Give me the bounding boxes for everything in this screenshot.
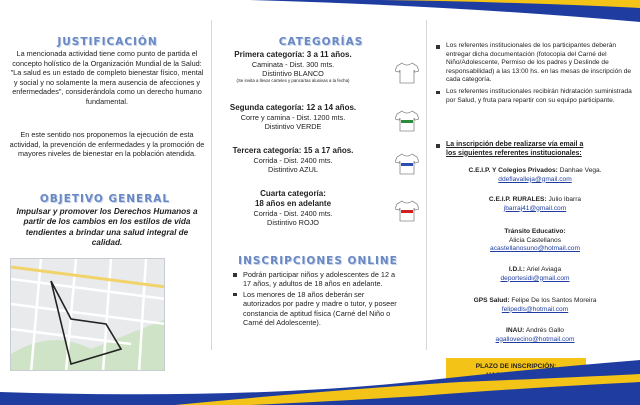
category-distance: Corrida - Dist. 2400 mts. bbox=[253, 209, 333, 218]
inscription-instruction bbox=[436, 141, 632, 158]
category-badge: Distintivo BLANCO bbox=[262, 69, 324, 79]
notes-list bbox=[436, 42, 632, 108]
category-title: Segunda categoría: 12 a 14 años. bbox=[229, 103, 357, 112]
column-referentes bbox=[428, 0, 640, 405]
objetivo-heading: OBJETIVO GENERAL bbox=[39, 193, 171, 205]
inscripciones-heading: INSCRIPCIONES ONLINE bbox=[238, 255, 398, 267]
list-item: Los referentes institucionales de los participantes deberán entregar dicha documentación (fotocopia del Carné del Niño/Adolescente, Permiso de los padres y Deslinde de responsabilidad) a las 13:00 hs. en las mesas de inscripción de cada categoría. bbox=[436, 42, 632, 85]
category-title: Cuarta categoría: bbox=[260, 189, 326, 198]
white-tshirt-icon bbox=[395, 62, 419, 84]
referente-ceip bbox=[440, 167, 630, 184]
deadline-label: PLAZO DE INSCRIPCIÓN: bbox=[475, 363, 557, 370]
column-divider bbox=[211, 20, 212, 350]
blue-tshirt-icon bbox=[395, 153, 419, 175]
category-distance: Caminata - Dist. 300 mts. bbox=[251, 60, 335, 69]
referente-org: I.D.I.: bbox=[508, 266, 525, 273]
list-item: Los referentes institucionales recibirán hidratación suministrada por Salud, y fruta para repartir con su equipo participante. bbox=[436, 88, 632, 105]
column-justificacion bbox=[0, 0, 210, 405]
category-1 bbox=[213, 50, 373, 84]
referente-name: Julio Ibarra bbox=[548, 196, 582, 203]
referente-org: Tránsito Educativo: bbox=[504, 228, 566, 235]
bottom-stripe-decoration bbox=[0, 360, 640, 405]
instruction-line-1: La inscripción debe realizarse vía email a bbox=[446, 141, 584, 148]
referente-transito bbox=[440, 228, 630, 254]
category-distance: Corrida - Dist. 2400 mts. bbox=[253, 156, 333, 165]
category-note: (Se invita a llevar carteles y pancartas alusivas a la fecha) bbox=[236, 78, 350, 84]
referente-email-link[interactable]: agallovecino@hotmail.com bbox=[495, 335, 575, 343]
referente-gps-salud bbox=[440, 297, 630, 314]
category-3 bbox=[213, 146, 373, 174]
justificacion-paragraph-2: En este sentido nos proponemos la ejecución de esta actividad, la prevención de enfermedades y la promoción de mayores niveles de bienestar en la población atendida. bbox=[9, 130, 205, 159]
referente-email-link[interactable]: acastellanosuno@hotmail.com bbox=[490, 245, 580, 253]
green-tshirt-icon bbox=[395, 110, 419, 132]
category-2 bbox=[213, 103, 373, 131]
category-badge: Distintivo VERDE bbox=[264, 122, 322, 132]
referente-org: GPS Salud: bbox=[473, 297, 510, 304]
referente-name: Alicia Castellanos bbox=[508, 236, 562, 244]
red-tshirt-icon bbox=[395, 200, 419, 222]
inscripciones-list bbox=[233, 270, 401, 328]
referente-name: Ariel Aviaga bbox=[526, 266, 562, 273]
category-title: Primera categoría: 3 a 11 años. bbox=[234, 50, 352, 59]
category-badge: Distintivo AZUL bbox=[268, 165, 318, 175]
referente-name: Andrés Gallo bbox=[525, 327, 564, 334]
referente-name: Danhae Vega. bbox=[559, 167, 602, 174]
objetivo-text: Impulsar y promover los Derechos Humanos a partir de los cambios en los estilos de vida tendientes a brindar una salud integral de calidad. bbox=[16, 207, 198, 248]
categorias-heading: CATEGORÍAS bbox=[278, 36, 364, 48]
referente-name: Felipe De los Santos Moreira bbox=[511, 297, 597, 304]
referente-email-link[interactable]: felipedls@hotmail.com bbox=[501, 305, 569, 313]
list-item: Los menores de 18 años deberán ser autorizados por padre y madre o tutor, y poseer constancia de aptitud física (Carné del Niño o Carné del Adolescente). bbox=[233, 290, 401, 328]
referente-rurales bbox=[440, 196, 630, 213]
referente-org: C.E.I.P. Y Colegios Privados: bbox=[468, 167, 558, 174]
column-divider bbox=[426, 20, 427, 350]
referente-email-link[interactable]: jbarraj41@gmail.com bbox=[503, 204, 567, 212]
category-subtitle: 18 años en adelante bbox=[254, 199, 332, 208]
referente-org: C.E.I.P. RURALES: bbox=[488, 196, 547, 203]
instruction-line-2: los siguientes referentes institucionales: bbox=[446, 149, 582, 157]
justificacion-paragraph-1: La mencionada actividad tiene como punto de partida el concepto holístico de la Organización Mundial de la Salud: "La salud es un estado de completo bienestar físico, mental y social y no solamente la mera ausencia de afecciones y enfermedades", considerándola como un derecho humano fundamental. bbox=[10, 49, 204, 106]
column-categorias bbox=[213, 0, 425, 405]
route-map bbox=[10, 258, 165, 371]
referente-email-link[interactable]: ddeflavalleja@gmail.com bbox=[498, 175, 572, 183]
category-badge: Distintivo ROJO bbox=[267, 218, 319, 228]
category-title: Tercera categoría: 15 a 17 años. bbox=[232, 146, 354, 155]
referente-email-link[interactable]: deportesidi@gmail.com bbox=[500, 274, 570, 282]
category-4 bbox=[213, 189, 373, 227]
justificacion-heading: JUSTIFICACIÓN bbox=[57, 36, 158, 48]
referente-org: INAU: bbox=[506, 327, 525, 334]
category-distance: Corre y camina - Dist. 1200 mts. bbox=[240, 113, 346, 122]
referente-idi bbox=[440, 266, 630, 283]
referente-inau bbox=[440, 327, 630, 344]
list-item: Podrán participar niños y adolescentes de 12 a 17 años, y adultos de 18 años en adelante. bbox=[233, 270, 401, 289]
